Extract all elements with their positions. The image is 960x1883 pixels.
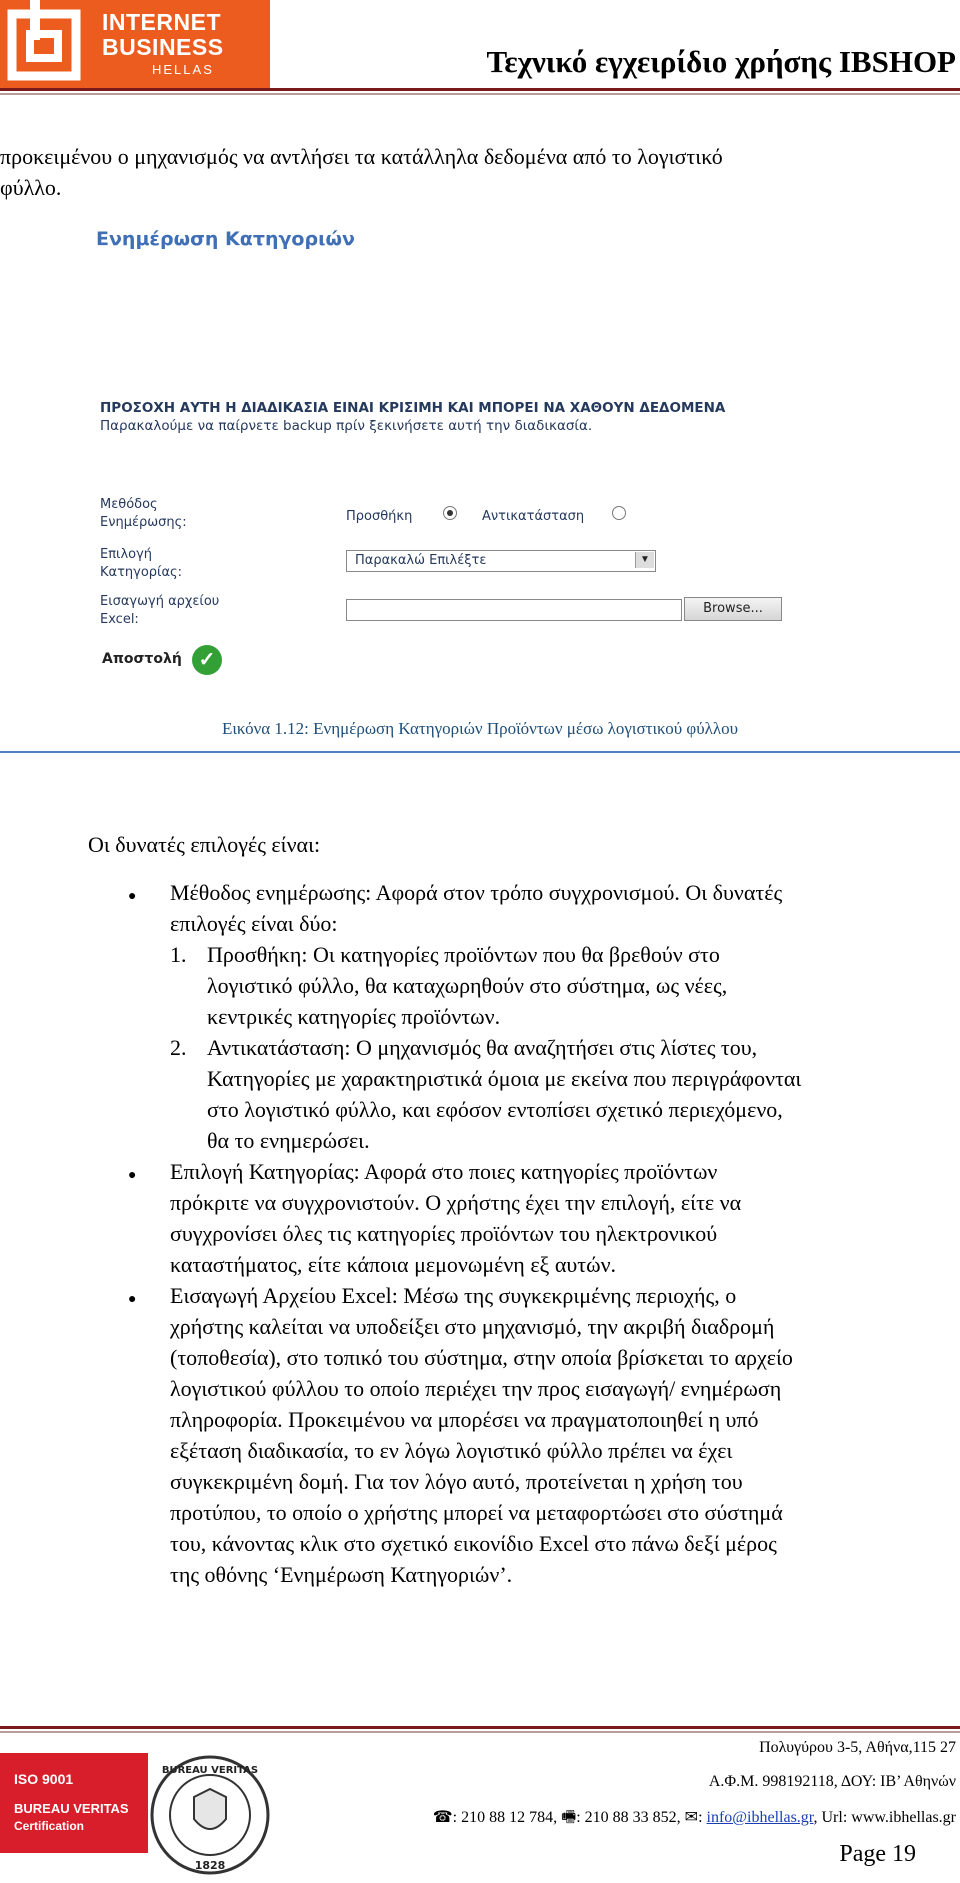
bullet-3-line-2: χρήστης καλείται να υποδείξει στο μηχανισμό, την ακριβή διαδρομή (170, 1314, 775, 1339)
footer-contact-line (433, 1806, 956, 1833)
category-label-1: Επιλογή (100, 547, 153, 562)
bv-label-2: Certification (14, 1819, 85, 1833)
bullet-icon: ● (128, 1168, 137, 1183)
numbered-1-line-2: λογιστικό φύλλο, θα καταχωρηθούν στο σύστημα, ως νέες, (207, 973, 728, 998)
phone-icon: ☎ (432, 1809, 453, 1826)
caption-rule (0, 751, 960, 753)
footer-url: , Url: www.ibhellas.gr (813, 1809, 956, 1826)
bullet-2-line-3: συγχρονίσει όλες τις κατηγορίες προϊόντων του ηλεκτρονικού (170, 1221, 718, 1246)
option-add-label: Προσθήκη (346, 509, 413, 524)
bullet-3-line-6: εξέταση διαδικασία, το εν λόγω λογιστικό φύλλο πρέπει να έχει (170, 1438, 733, 1463)
bullet-3-line-3: (τοποθεσία), στο τοπικό του σύστημα, στην οποία βρίσκεται το αρχείο (170, 1345, 793, 1370)
footer-rule-thin (0, 1731, 960, 1733)
figure-title: Ενημέρωση Κατηγοριών (96, 228, 355, 250)
seal-top-text: BUREAU VERITAS (161, 1765, 259, 1776)
iso-certification-badge (0, 1753, 148, 1853)
footer-email-label: : (698, 1809, 703, 1826)
bullet-3-line-4: λογιστικού φύλλου το οποίο περιέχει την προς εισαγωγή/ ενημέρωση (170, 1376, 782, 1401)
seal-year: 1828 (194, 1859, 226, 1872)
bullet-2-line-1: Επιλογή Κατηγορίας: Αφορά στο ποιες κατηγορίες προϊόντων (170, 1159, 718, 1184)
footer-address: Πολυγύρου 3-5, Αθήνα,115 27 (759, 1739, 956, 1756)
bullet-1-line-1: Μέθοδος ενημέρωσης: Αφορά στον τρόπο συγχρονισμού. Οι δυνατές (170, 880, 783, 905)
method-label-2: Ενημέρωσης: (100, 515, 187, 530)
numbered-1-line-1: Προσθήκη: Οι κατηγορίες προϊόντων που θα βρεθούν στο (207, 942, 720, 967)
numbered-2-line-3: στο λογιστικό φύλλο, και εφόσον εντοπίσει σχετικό περιεχόμενο, (207, 1097, 783, 1122)
document-title: Τεχνικό εγχειρίδιο χρήσης IBSHOP (486, 44, 956, 79)
header-rule-thin (0, 93, 960, 95)
bullet-icon: ● (128, 889, 137, 904)
bureau-veritas-seal-icon (148, 1753, 278, 1878)
file-label-1: Εισαγωγή αρχείου (100, 594, 220, 609)
brand-line-1: INTERNET (102, 9, 221, 35)
brand-block (88, 0, 270, 88)
bullet-3-line-1: Εισαγωγή Αρχείου Excel: Μέσω της συγκεκριμένης περιοχής, ο (170, 1283, 737, 1308)
numbered-2-line-4: θα το ενημερώσει. (207, 1128, 370, 1153)
method-label-1: Μεθόδος (100, 497, 158, 512)
page-number: Page 19 (839, 1841, 916, 1867)
email-icon: ✉ (684, 1809, 699, 1826)
options-heading: Οι δυνατές επιλογές είναι: (88, 832, 321, 857)
radio-replace[interactable] (612, 506, 626, 520)
send-label[interactable]: Αποστολή (102, 651, 182, 667)
header-rule (0, 88, 960, 91)
warning-heading: ΠΡΟΣΟΧΗ ΑΥΤΗ Η ΔΙΑΔΙΚΑΣΙΑ ΕΙΝΑΙ ΚΡΙΣΙΜΗ ΚΑΙ ΜΠΟΡΕΙ ΝΑ ΧΑΘΟΥΝ ΔΕΔΟΜΕΝΑ (100, 400, 726, 416)
numbered-2-line-1: Αντικατάσταση: Ο μηχανισμός θα αναζητήσει στις λίστες του, (207, 1035, 758, 1060)
browse-button[interactable]: Browse... (684, 597, 782, 621)
footer-tax-info: Α.Φ.Μ. 998192118, ΔΟΥ: ΙΒ’ Αθηνών (708, 1773, 956, 1790)
numbered-1-number: 1. (170, 942, 187, 967)
chevron-down-icon[interactable]: ▼ (635, 552, 654, 568)
category-select-value: Παρακαλώ Επιλέξτε (355, 553, 487, 568)
bullet-3-line-9: του, κάνοντας κλικ στο σχετικό εικονίδιο Excel στο πάνω δεξί μέρος (170, 1531, 777, 1556)
bullet-2-line-2: πρόκριτε να συγχρονιστούν. Ο χρήστης έχει την επιλογή, είτε να (170, 1190, 742, 1215)
numbered-2-number: 2. (170, 1035, 187, 1060)
footer-fax: : 210 88 33 852, (576, 1809, 681, 1826)
fax-icon: 🖷 (561, 1809, 577, 1826)
category-select[interactable] (346, 550, 656, 572)
checkmark-icon[interactable]: ✓ (192, 645, 222, 675)
bullet-2-line-4: καταστήματος, είτε κάποια μεμονωμένη εξ αυτών. (170, 1252, 617, 1277)
intro-line-2: φύλλο. (0, 175, 62, 200)
brand-line-3: HELLAS (152, 62, 214, 77)
warning-text: Παρακαλούμε να παίρνετε backup πρίν ξεκινήσετε αυτή την διαδικασία. (100, 418, 593, 434)
company-logo-icon (0, 0, 88, 88)
bullet-3-line-8: προτύπου, το οποίο ο χρήστης μπορεί να μεταφορτώσει στο σύστημά (170, 1500, 783, 1525)
file-label-2: Excel: (100, 612, 139, 627)
numbered-1-line-3: κεντρικές κατηγορίες προϊόντων. (207, 1004, 501, 1029)
intro-line-1: προκειμένου ο μηχανισμός να αντλήσει τα κατάλληλα δεδομένα από το λογιστικό (0, 144, 723, 169)
numbered-2-line-2: Κατηγορίες με χαρακτηριστικά όμοια με εκείνα που περιγράφονται (207, 1066, 802, 1091)
bullet-icon: ● (128, 1292, 137, 1307)
bullet-3-line-7: συγκεκριμένη δομή. Για τον λόγο αυτό, προτείνεται η χρήση του (170, 1469, 743, 1494)
bullet-3-line-10: της οθόνης ‘Ενημέρωση Κατηγοριών’. (170, 1562, 513, 1587)
category-label-2: Κατηγορίας: (100, 565, 183, 580)
footer-rule (0, 1726, 960, 1729)
excel-file-input[interactable] (346, 599, 682, 621)
iso-label: ISO 9001 (14, 1771, 74, 1787)
option-replace-label: Αντικατάσταση (482, 509, 585, 524)
figure-caption: Εικόνα 1.12: Ενημέρωση Κατηγοριών Προϊόντων μέσω λογιστικού φύλλου (221, 719, 739, 738)
bullet-3-line-5: πληροφορία. Προκειμένου να μπορέσει να πραγματοποιηθεί η υπό (170, 1407, 759, 1432)
footer-phone: : 210 88 12 784, (452, 1809, 558, 1826)
bv-label-1: BUREAU VERITAS (14, 1801, 129, 1816)
radio-add[interactable] (443, 506, 457, 520)
brand-line-2: BUSINESS (102, 34, 224, 60)
bullet-1-line-2: επιλογές είναι δύο: (170, 911, 338, 936)
footer-email-link[interactable]: info@ibhellas.gr (706, 1809, 814, 1826)
